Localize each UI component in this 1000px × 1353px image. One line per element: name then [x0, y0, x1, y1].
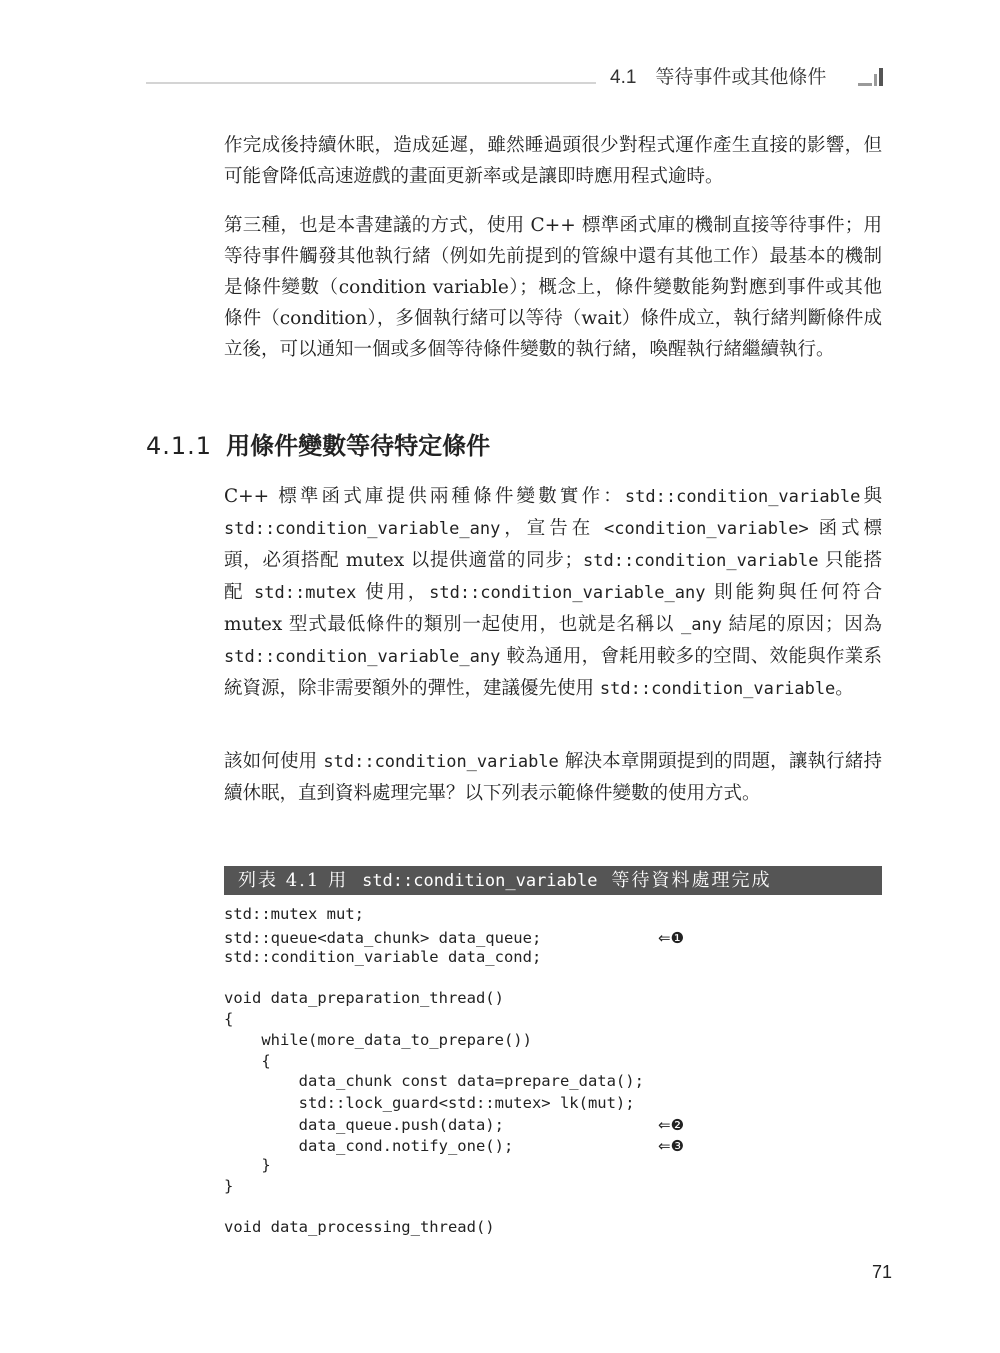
code-line: } [224, 1156, 271, 1174]
text-run: 使用， [356, 582, 430, 603]
text-run: 函式標頭，必須搭配 mutex 以提供適當的同步； [224, 518, 882, 571]
text-run: 則能夠與任何符合 mutex 型式最低條件的類別一起使用，也就是名稱以 [224, 582, 882, 635]
section-title: 用條件變數等待特定條件 [226, 432, 491, 460]
paragraph-3 [224, 481, 882, 705]
code-line: void data_preparation_thread() [224, 989, 504, 1007]
paragraph-4 [224, 746, 882, 809]
paragraph-1: 作完成後持續休眠，造成延遲，雖然睡過頭很少對程式運作產生直接的影響，但可能會降低高速遊戲的畫面更新率或是讓即時應用程式逾時。 [224, 135, 882, 187]
listing-caption [224, 866, 882, 895]
section-heading [146, 426, 490, 461]
inline-code: std::condition_variable [323, 752, 559, 772]
text-run: 結尾的原因；因為 [721, 614, 882, 635]
code-line: data_cond.notify_one(); [224, 1137, 514, 1155]
inline-code: <condition_variable> [604, 519, 809, 539]
text-run: 該如何使用 [224, 751, 324, 772]
code-line: std::mutex mut; [224, 905, 364, 923]
inline-code: std::condition_variable [583, 551, 819, 571]
listing-prefix: 列表 4.1 用 [238, 870, 349, 891]
inline-code: std::condition_variable [599, 679, 836, 699]
code-line: std::lock_guard<std::mutex> lk(mut); [224, 1094, 635, 1112]
page-number: 71 [872, 1262, 893, 1282]
code-line: { [224, 1010, 234, 1028]
header-rule [146, 82, 596, 84]
text-run: ，宣告在 [500, 518, 605, 539]
text-run: 解決本章開頭提到的問題，讓執行緒持續休眠，直到資料處理完畢？以下列表示範條件變數的使用方式。 [224, 751, 882, 804]
callout-marker-1: ⇐❶ [658, 929, 685, 947]
text-run: 與 [860, 486, 882, 507]
text-run: 只能搭配 [224, 550, 882, 603]
inline-code: std::condition_variable_any [429, 583, 706, 603]
code-line: data_chunk const data=prepare_data(); [224, 1072, 644, 1090]
code-line: std::condition_variable data_cond; [224, 948, 542, 966]
inline-code: std::condition_variable_any [224, 647, 501, 667]
running-head: 4.1 等待事件或其他條件 [610, 67, 827, 88]
listing-suffix: 等待資料處理完成 [611, 870, 772, 891]
code-line: while(more_data_to_prepare()) [224, 1031, 532, 1049]
inline-code: std::condition_variable [624, 487, 861, 507]
text-run: 較為通用，會耗用較多的空間、效能與作業系統資源，除非需要額外的彈性，建議優先使用 [224, 646, 882, 699]
inline-code: std::condition_variable_any [224, 519, 501, 539]
text-run: C++ 標準函式庫提供兩種條件變數實作： [224, 486, 625, 507]
code-line: data_queue.push(data); [224, 1116, 504, 1134]
section-number: 4.1.1 [146, 432, 213, 460]
code-line: std::queue<data_chunk> data_queue; [224, 929, 542, 947]
text-run: 。 [835, 678, 854, 699]
callout-marker-2: ⇐❷ [658, 1116, 685, 1134]
callout-marker-3: ⇐❸ [658, 1137, 685, 1155]
code-line: void data_processing_thread() [224, 1218, 495, 1236]
paragraph-2: 第三種，也是本書建議的方式，使用 C++ 標準函式庫的機制直接等待事件；用等待事件觸發其他執行緒（例如先前提到的管線中還有其他工作）最基本的機制是條件變數（condition variable）；概念上，條件變數能夠對應到事件或其他條件（condition），多個執行緒可以等待（wait）條件成立，執行緒判斷條件成立後，可以通知一個或多個等待條件變數的執行緒，喚醒執行緒繼續執行。 [224, 215, 882, 360]
code-line: { [224, 1052, 271, 1070]
header-tab-mark [858, 66, 884, 86]
listing-code: std::condition_variable [362, 871, 598, 891]
inline-code: _any [680, 615, 722, 635]
code-line: } [224, 1177, 234, 1195]
inline-code: std::mutex [254, 583, 357, 603]
